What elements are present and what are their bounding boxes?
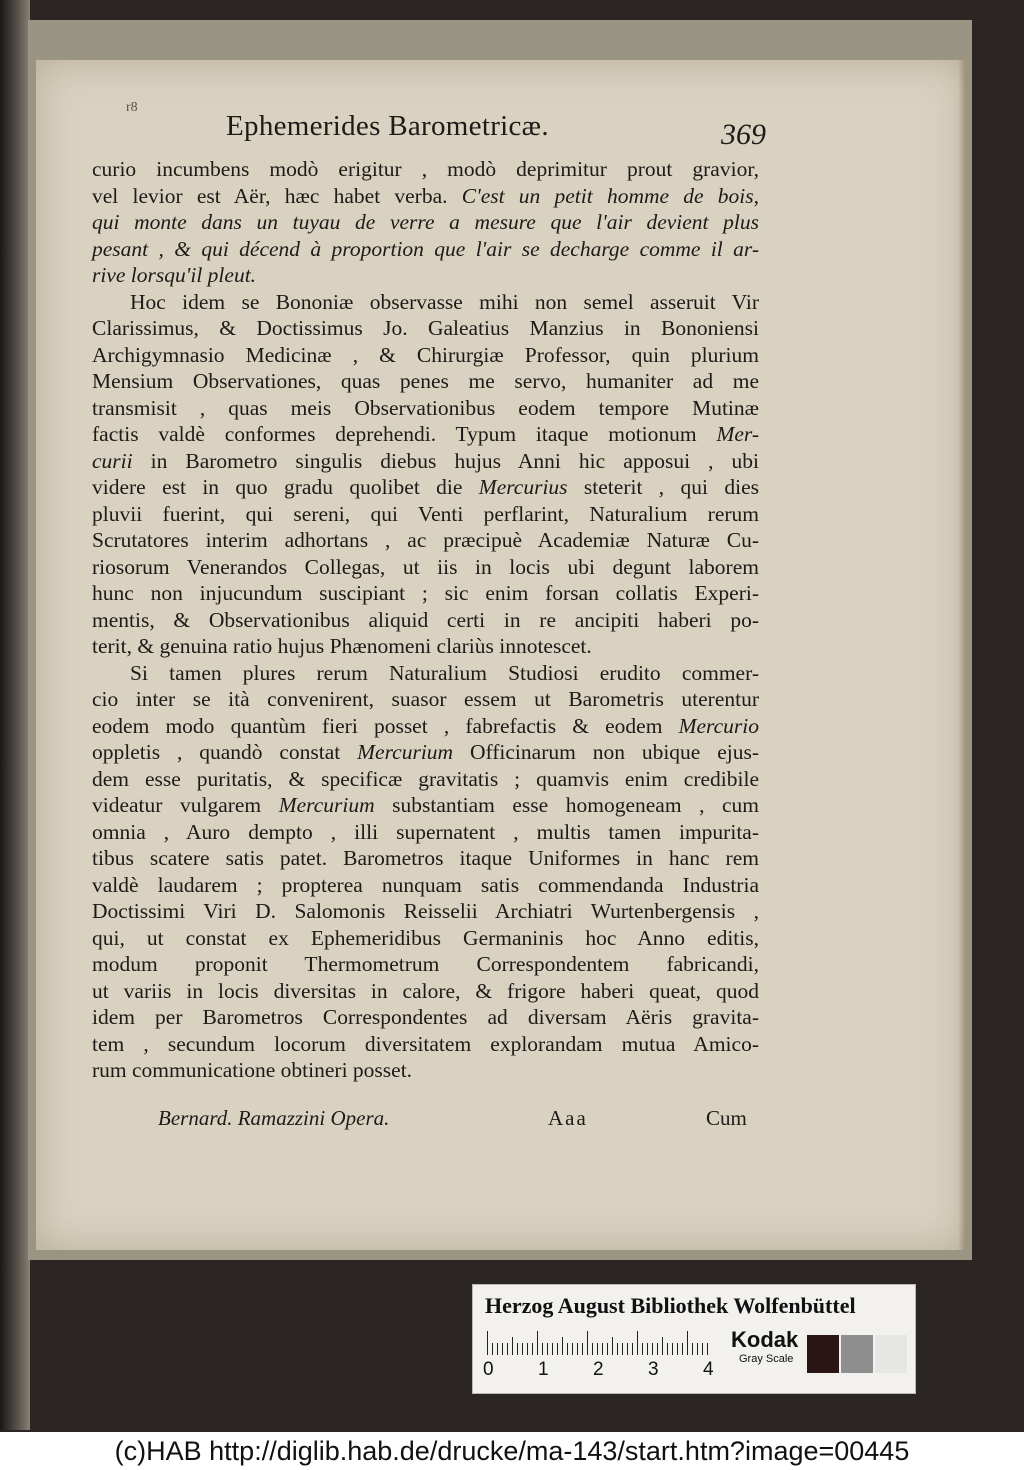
text-line (92, 633, 759, 660)
scan-background-edge (0, 0, 30, 1430)
ruler-tick (577, 1343, 578, 1355)
text-line (92, 951, 759, 978)
ruler-tick (497, 1343, 498, 1355)
text-segment: substantiam esse homogeneam , cum (374, 793, 759, 817)
gray-patch (875, 1335, 907, 1373)
text-line (92, 262, 759, 289)
ruler-tick (662, 1337, 663, 1355)
text-line (92, 289, 759, 316)
ruler-tick (707, 1343, 708, 1355)
ruler-tick (567, 1343, 568, 1355)
ruler-tick (617, 1343, 618, 1355)
italic-text: curii (92, 448, 133, 473)
ruler-tick (512, 1337, 513, 1355)
ruler-tick (542, 1343, 543, 1355)
library-name: Herzog August Bibliothek Wolfenbüttel (485, 1293, 856, 1318)
gray-patch (807, 1335, 839, 1373)
text-line (92, 1031, 759, 1058)
text-segment: riosorum Venerandos Collegas, ut iis in locis ubi degunt laborem (92, 554, 759, 579)
ruler-tick (607, 1343, 608, 1355)
text-segment: Clarissimus, & Doctissimus Jo. Galeatius Manzius in Bononiensi (92, 316, 759, 340)
text-line (92, 183, 759, 210)
ruler-tick (612, 1337, 613, 1355)
ruler-tick (597, 1343, 598, 1355)
text-segment: Si tamen plures rerum Naturalium Studiosi erudito commer- (130, 660, 759, 685)
text-segment: omnia , Auro dempto , illi supernatent , multis tamen impurita- (92, 819, 759, 844)
text-segment: factis valdè conformes deprehendi. Typum itaque motionum (92, 422, 717, 446)
text-segment: in Barometro singulis diebus hujus Anni hic apposui , ubi (132, 448, 759, 473)
ruler-number: 4 (703, 1359, 714, 1380)
text-line (92, 607, 759, 634)
catchword: Cum (706, 1106, 747, 1130)
text-segment: hunc non injucundum suscipiant ; sic enim forsan collatis Experi- (92, 581, 759, 605)
text-segment: Doctissimi Viri D. Salomonis Reisselii Archiatri Wurtenbergensis , (92, 899, 759, 923)
text-line (92, 898, 759, 925)
ruler-number: 2 (593, 1359, 604, 1380)
sheet-mark: Aaa (548, 1106, 588, 1130)
text-line (92, 739, 759, 766)
book-page (36, 60, 966, 1250)
text-segment: curio incumbens modò erigitur , modò deprimitur prout gravior, (92, 157, 759, 181)
text-line (92, 342, 759, 369)
measurement-ruler (487, 1331, 709, 1355)
text-line (92, 368, 759, 395)
running-head: Ephemerides Barometricæ. (226, 110, 549, 142)
ruler-tick (622, 1343, 623, 1355)
text-line (92, 819, 759, 846)
paragraph (92, 660, 759, 1084)
color-calibration-card (472, 1284, 916, 1394)
ruler-tick (692, 1343, 693, 1355)
ruler-tick (632, 1343, 633, 1355)
text-segment: qui, ut constat ex Ephemeridibus Germaninis hoc Anno editis, (92, 925, 759, 950)
text-segment: Hoc idem se Bononiæ observasse mihi non semel asseruit Vir (130, 289, 759, 314)
text-segment: valdè laudarem ; propterea nunquam satis commendanda Industria (92, 872, 759, 897)
ruler-tick (682, 1343, 683, 1355)
text-line (92, 978, 759, 1005)
text-line (92, 527, 759, 554)
ruler-number: 1 (538, 1359, 549, 1380)
italic-text: Mercurio (678, 713, 759, 738)
ruler-tick (637, 1331, 638, 1355)
text-line (92, 792, 759, 819)
text-segment: videre est in quo gradu quolibet die (92, 475, 479, 499)
text-line (92, 872, 759, 899)
ruler-tick (527, 1343, 528, 1355)
text-line (92, 395, 759, 422)
ruler-tick (667, 1343, 668, 1355)
text-segment: eodem modo quantùm fieri posset , fabrefactis & eodem (92, 713, 679, 738)
text-segment: terit, & genuina ratio hujus Phænomeni clariùs innotescet. (92, 634, 592, 658)
text-line (92, 580, 759, 607)
ruler-tick (557, 1343, 558, 1355)
text-line (92, 448, 759, 475)
text-line (92, 236, 759, 263)
page-number: 369 (721, 118, 766, 151)
ruler-tick (517, 1343, 518, 1355)
page-edge-shadow (958, 60, 966, 1250)
text-line (92, 845, 759, 872)
ruler-tick (492, 1343, 493, 1355)
italic-text: pesant , (92, 236, 175, 261)
ruler-tick (507, 1343, 508, 1355)
ruler-tick (487, 1331, 488, 1355)
text-line (92, 925, 759, 952)
body-text (92, 156, 759, 1084)
text-line (92, 474, 759, 501)
paragraph (92, 156, 759, 289)
ruler-tick (647, 1343, 648, 1355)
ruler-tick (702, 1343, 703, 1355)
text-line (92, 501, 759, 528)
text-line (92, 1057, 759, 1084)
ruler-number: 3 (648, 1359, 659, 1380)
ruler-tick (627, 1343, 628, 1355)
text-line (92, 766, 759, 793)
ruler-tick (572, 1343, 573, 1355)
ruler-tick (547, 1343, 548, 1355)
ruler-tick (537, 1331, 538, 1355)
text-segment: dem esse puritatis, & specificæ gravitatis ; quamvis enim credibile (92, 766, 759, 791)
copyright-url-line: (c)HAB http://diglib.hab.de/drucke/ma-143/start.htm?image=00445 (0, 1432, 1024, 1470)
text-segment: vel levior est Aër, hæc habet verba. (92, 183, 462, 208)
paragraph (92, 289, 759, 660)
text-segment: transmisit , quas meis Observationibus eodem tempore Mutinæ (92, 395, 759, 420)
text-segment: oppletis , quandò constat (92, 740, 358, 764)
italic-text: qui monte dans un tuyau de verre a mesure que l'air devient plus (92, 210, 759, 234)
ruler-numbers (483, 1359, 723, 1381)
gray-patch (841, 1335, 873, 1373)
text-line (92, 209, 759, 236)
ruler-tick (642, 1343, 643, 1355)
text-segment: idem per Barometros Correspondentes ad diversam Aëris gravita- (92, 1005, 759, 1029)
italic-text: Mercurius (478, 475, 568, 499)
italic-text: C'est un petit homme de bois, (461, 183, 760, 208)
text-segment: Officinarum non ubique ejus- (453, 740, 759, 764)
text-segment: Archigymnasio Medicinæ , & Chirurgiæ Professor, quin plurium (92, 342, 759, 367)
text-segment: videatur vulgarem (92, 793, 279, 817)
ruler-tick (672, 1343, 673, 1355)
ruler-tick (552, 1343, 553, 1355)
text-segment: tem , secundum locorum diversitatem explorandam mutua Amico- (92, 1031, 759, 1056)
text-line (92, 660, 759, 687)
italic-text: Mercurium (357, 740, 454, 764)
text-segment: modum proponit Thermometrum Correspondentem fabricandi, (92, 952, 759, 976)
corner-mark: r8 (126, 100, 138, 115)
text-line (92, 315, 759, 342)
text-line (92, 156, 759, 183)
text-line (92, 713, 759, 740)
ruler-tick (657, 1343, 658, 1355)
ruler-tick (587, 1331, 588, 1355)
ruler-tick (677, 1343, 678, 1355)
text-line (92, 1004, 759, 1031)
ruler-tick (602, 1343, 603, 1355)
ruler-tick (652, 1343, 653, 1355)
text-segment: mentis, & Observationibus aliquid certi in re ancipiti haberi po- (92, 607, 759, 632)
italic-text: Mer- (716, 422, 759, 446)
text-line (92, 421, 759, 448)
ruler-number: 0 (483, 1359, 494, 1380)
ruler-tick (522, 1343, 523, 1355)
kodak-logo: Kodak (731, 1327, 799, 1352)
text-segment: Scrutatores interim adhortans , ac præcipuè Academiæ Naturæ Cu- (92, 528, 759, 552)
text-line (92, 554, 759, 581)
text-segment: cio inter se ità convenirent, suasor essem ut Barometris uterentur (92, 687, 759, 711)
ruler-tick (582, 1343, 583, 1355)
text-segment: rum communicatione obtineri posset. (92, 1058, 413, 1082)
text-line (92, 686, 759, 713)
ruler-tick (592, 1343, 593, 1355)
ruler-tick (697, 1343, 698, 1355)
ruler-tick (532, 1343, 533, 1355)
text-segment: tibus scatere satis patet. Barometros itaque Uniformes in hanc rem (92, 846, 759, 870)
italic-text: Mercurium (278, 793, 375, 817)
gray-scale-label: Gray Scale (739, 1353, 794, 1365)
text-segment: pluvii fuerint, qui sereni, qui Venti perflarint, Naturalium rerum (92, 501, 759, 526)
ruler-tick (502, 1343, 503, 1355)
ruler-tick (687, 1331, 688, 1355)
italic-text: rive lorsqu'il pleut. (92, 263, 257, 287)
italic-text: & qui décend à proportion que l'air se decharge comme il ar- (174, 236, 759, 261)
text-segment: Mensium Observationes, quas penes me servo, humaniter ad me (92, 369, 759, 393)
signature-line: Bernard. Ramazzini Opera. (158, 1106, 390, 1130)
text-segment: ut variis in locis diversitas in calore, & frigore haberi queat, quod (92, 978, 759, 1003)
text-segment: steterit , qui dies (567, 475, 759, 499)
ruler-tick (562, 1337, 563, 1355)
